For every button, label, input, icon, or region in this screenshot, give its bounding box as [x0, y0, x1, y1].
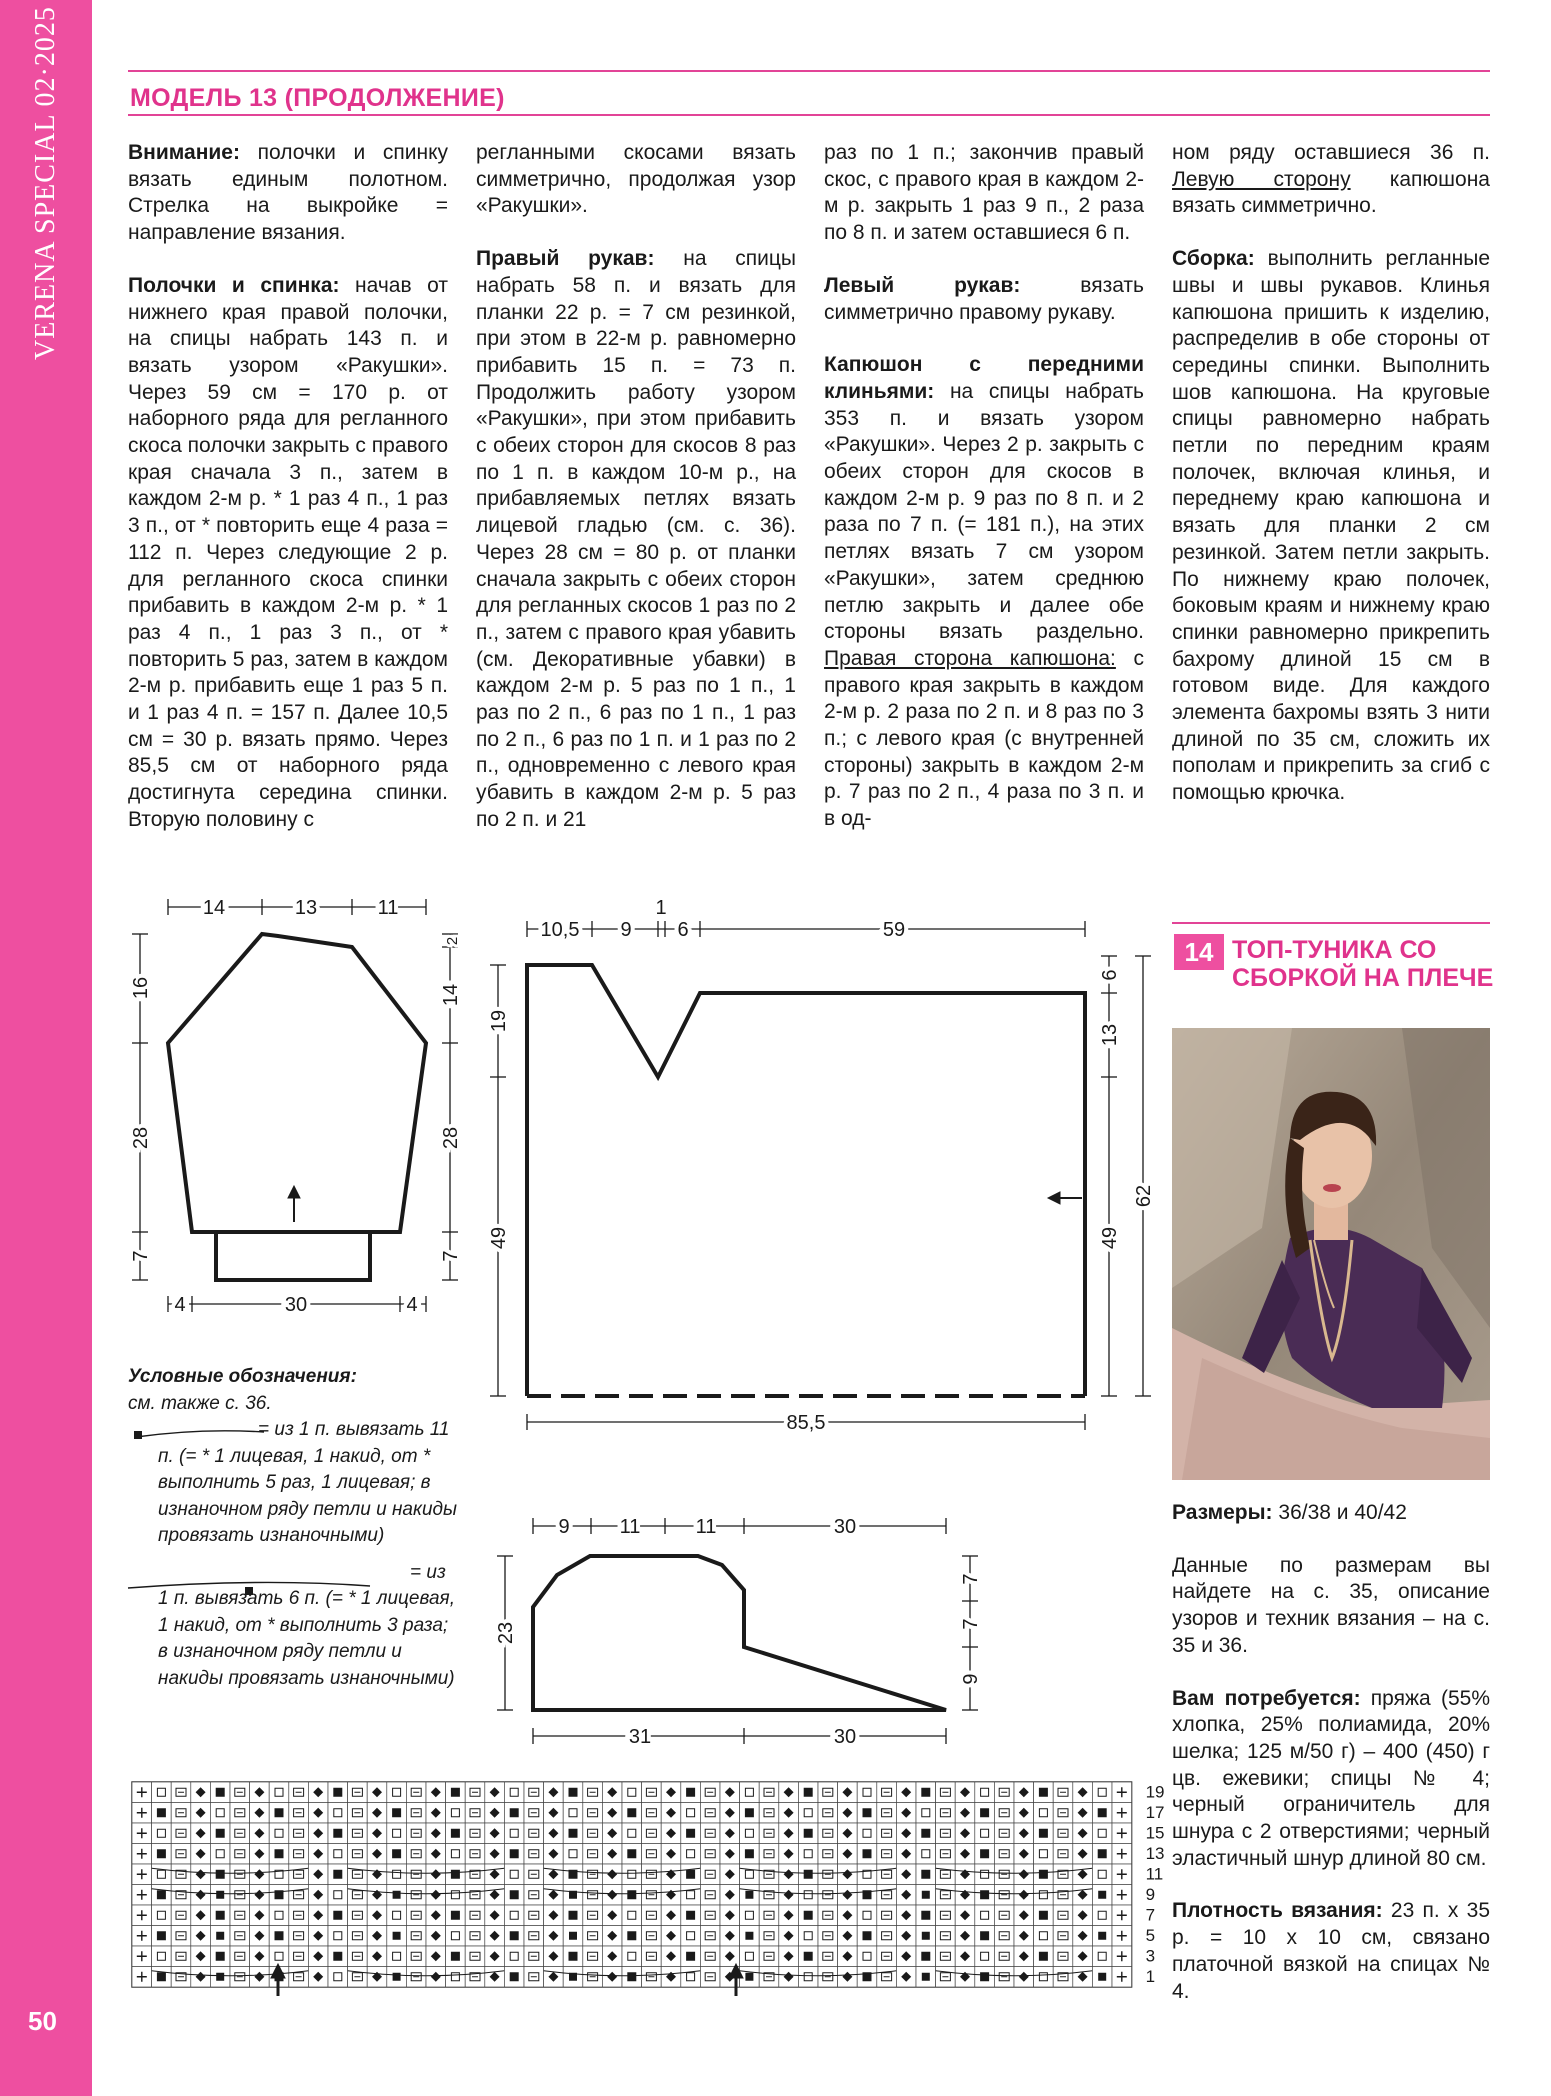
stitch-symbol [980, 1849, 989, 1858]
dim-label: 7 [440, 1250, 462, 1262]
dim-label: 10,5 [540, 919, 580, 941]
magazine-brand: VERENA SPECIAL 02·2025 [30, 6, 61, 360]
paragraph-lead: Левый рукав: [824, 273, 1021, 297]
stitch-symbol [393, 1829, 401, 1837]
legend-item-1: = из 1 п. вывязать 11 п. (= * 1 лицевая, 1 накид, от * выполнить 5 раз, 1 лицевая; в изнаночном ряду петли и накиды провязать изнаночными) [158, 1419, 457, 1546]
stitch-symbol [157, 1870, 165, 1878]
sleeve-dimensions [130, 897, 462, 1316]
stitch-symbol [451, 1809, 459, 1817]
stitch-symbol [863, 1911, 871, 1919]
dim-label: 59 [882, 919, 906, 941]
stitch-symbol [804, 1952, 813, 1961]
stitch-symbol [980, 1931, 989, 1940]
paragraph-text: капюшона вязать симметрично. [1172, 167, 1490, 218]
paragraph-lead: Плотность вязания: [1172, 1899, 1383, 1923]
stitch-symbol [863, 1952, 871, 1960]
stitch-symbol [686, 1911, 695, 1920]
section-rule [1172, 922, 1490, 924]
dim-label: 30 [284, 1294, 308, 1316]
stitch-symbol [334, 1850, 342, 1858]
stitch-symbol [451, 1829, 460, 1838]
stitch-symbol [333, 1788, 342, 1797]
stitch-symbol [1098, 1973, 1106, 1981]
legend-title: Условные обозначения: [128, 1366, 357, 1387]
stitch-symbol [922, 1932, 930, 1940]
stitch-symbol [393, 1870, 401, 1878]
stitch-symbol [393, 1911, 401, 1919]
stitch-symbol [1098, 1891, 1106, 1899]
stitch-symbol [216, 1788, 225, 1797]
stitch-symbol [804, 1911, 813, 1920]
stitch-symbol [333, 1952, 342, 1961]
stitch-symbol [510, 1829, 518, 1837]
stitch-symbol [333, 1870, 342, 1879]
stitch-symbol [451, 1788, 460, 1797]
stitch-symbol [981, 1788, 989, 1796]
chart-row-label: 7 [1145, 1905, 1156, 1925]
chart-row-label: 13 [1145, 1843, 1165, 1863]
sleeve-schematic [132, 899, 458, 1312]
chart-row-label: 17 [1145, 1802, 1165, 1822]
stitch-symbol [157, 1911, 165, 1919]
stitch-symbol [687, 1891, 695, 1899]
paragraph-text: пряжа (55% хлопка, 25% полиамида, 20% шелка; 125 м/50 г) – 400 (450) г цв. ежевики; спицы № 4; черный ограничитель для шнура с 2 отверстиями; черный эластичный шнур длиной 80 см. [1172, 1686, 1490, 1870]
paragraph [1172, 1686, 1490, 1873]
dim-label: 11 [619, 1516, 641, 1538]
stitch-symbol [157, 1788, 165, 1796]
stitch-symbol [745, 1870, 753, 1878]
stitch-symbol [216, 1932, 224, 1940]
stitch-symbol [627, 1849, 636, 1858]
paragraph-lead: Сборка: [1172, 247, 1255, 271]
dim-label: 11 [377, 897, 399, 919]
stitch-symbol [627, 1890, 636, 1899]
dim-label: 7 [960, 1618, 982, 1630]
stitch-symbol [628, 1870, 636, 1878]
stitch-symbol [1098, 1870, 1106, 1878]
dim-label: 13 [294, 897, 318, 919]
paragraph-lead: Вам потребуется: [1172, 1686, 1361, 1710]
stitch-symbol [863, 1808, 872, 1817]
dim-label: 19 [488, 1009, 510, 1033]
stitch-symbol [687, 1973, 695, 1981]
stitch-symbol [981, 1952, 989, 1960]
stitch-symbol [686, 1829, 695, 1838]
stitch-symbol [980, 1972, 989, 1981]
paragraph-text: на спицы набрать 353 п. и вязать узором «Ракушки». Через 2 р. закрыть с обеих сторон для скосов в каждом 2-м р. 9 раз по 8 п. и 2 раза по 7 п. (= 181 п.), на этих петлях вязать 7 см узором «Ракушки», затем среднюю петлю закрыть и далее обе стороны вязать раздельно. [824, 379, 1144, 644]
paragraph-lead: Капюшон с передними клиньями: [824, 353, 1144, 403]
stitch-symbol [804, 1973, 812, 1981]
paragraph-text: на спицы набрать 58 п. и вязать для планки 22 р. = 7 см резинкой, при этом в 22-м р. равномерно прибавить 15 п. = 73 п. Продолжить работу узором «Ракушки», при этом прибавить с обеих сторон для скосов 8 раз по 1 п. в каждом 10-м р., на прибавляемых петлях вязать лицевой гладью (см. с. 36). Через 28 см = 80 р. от планки сначала закрыть с обеих сторон для регланных скосов 1 раз по 2 п., затем с правого края убавить (см. Декоративные убавки) в каждом 2-м р. 5 раз по 1 п., 1 раз по 2 п., 6 раз по 1 п., 1 раз по 2 п., 6 раз по 1 п. и 1 раз по 2 п., одновременно с левого края убавить в каждом 2-м р. 5 раз по 2 п. и 21 [476, 247, 796, 831]
paragraph-text: 23 п. x 35 р. = 10 x 10 см, связано платочной вязкой на спицах № 4. [1172, 1899, 1490, 2003]
stitch-symbol [569, 1850, 577, 1858]
model14-details [1172, 1500, 1490, 2031]
stitch-symbol [804, 1829, 813, 1838]
paragraph-lead: Внимание: [128, 141, 240, 164]
stitch-symbol [569, 1911, 578, 1920]
paragraph [1172, 1898, 1490, 2005]
stitch-symbol [451, 1911, 460, 1920]
paragraph-text: выполнить регланные швы и швы рукавов. Клинья капюшона пришить к изделию, распределив в обе стороны от середины спинки. Выполнить шов капюшона. На круговые спицы равномерно набрать петли по передним краям полочек, включая клинья, и переднему краю капюшона и вязать для планки 2 см резинкой. Затем петли закрыть. По нижнему краю полочек, боковым краям и нижнему краю спинки равномерно прикрепить бахрому длиной 15 см в готовом виде. Для каждого элемента бахромы взять 3 нити длиной по 35 см, сложить их пополам и прикрепить за сгиб с помощью крючка. [1172, 247, 1490, 805]
stitch-symbol [393, 1952, 401, 1960]
stitch-symbol [275, 1788, 283, 1796]
dim-label: 49 [1099, 1226, 1121, 1250]
stitch-symbol [569, 1932, 577, 1940]
stitch-symbol [745, 1849, 754, 1858]
chart-row-label: 3 [1145, 1946, 1156, 1966]
stitch-symbol [1098, 1788, 1106, 1796]
stitch-symbol [157, 1931, 166, 1940]
stitch-symbol [686, 1952, 695, 1961]
stitch-symbol [275, 1808, 284, 1817]
stitch-symbol [745, 1973, 753, 1981]
stitch-symbol [451, 1870, 460, 1879]
dim-label: 9 [960, 1673, 982, 1685]
stitch-symbol [569, 1829, 578, 1838]
stitch-symbol [451, 1952, 460, 1961]
stitch-symbol [628, 1911, 636, 1919]
stitch-symbol [804, 1788, 813, 1797]
stitch-symbol [627, 1972, 636, 1981]
chart-grid [132, 1782, 1132, 1987]
dim-label: 7 [960, 1573, 982, 1585]
paragraph-text: полочки и спинку вязать единым полотном. Стрелка на выкройке = направление вязания. [128, 141, 448, 245]
stitch-symbol [627, 1808, 636, 1817]
dim-label: 85,5 [786, 1412, 826, 1434]
stitch-symbol [980, 1808, 989, 1817]
stitch-symbol [216, 1973, 224, 1981]
paragraph-text: 36/38 и 40/42 [1272, 1501, 1407, 1524]
stitch-symbol [745, 1788, 753, 1796]
stitch-symbol [510, 1972, 519, 1981]
stitch-symbol [981, 1911, 989, 1919]
stitch-symbol [392, 1808, 401, 1817]
knitting-chart [128, 1778, 1165, 1998]
stitch-symbol [393, 1973, 401, 1981]
stitch-symbol [157, 1890, 166, 1899]
stitch-symbol [1098, 1808, 1107, 1817]
stitch-symbol [451, 1932, 459, 1940]
stitch-symbol [157, 1972, 166, 1981]
dim-label: 23 [495, 1621, 517, 1645]
stitch-symbol [157, 1849, 166, 1858]
stitch-symbol [628, 1829, 636, 1837]
stitch-symbol [1039, 1788, 1048, 1797]
paragraph-text: ном ряду оставшиеся 36 п. [1172, 141, 1490, 164]
stitch-symbol [745, 1829, 753, 1837]
stitch-symbol [275, 1829, 283, 1837]
stitch-symbol [981, 1829, 989, 1837]
stitch-symbol [804, 1809, 812, 1817]
stitch-symbol [1098, 1849, 1107, 1858]
model-title [1232, 936, 1493, 992]
dim-label: 9 [620, 919, 632, 941]
paragraph-text: регланными скосами вязать симметрично, продолжая узор «Ракушки». [476, 141, 796, 218]
dim-label: 28 [130, 1126, 152, 1150]
stitch-symbol [510, 1808, 519, 1817]
stitch-symbol [687, 1932, 695, 1940]
stitch-symbol [510, 1952, 518, 1960]
stitch-symbol [451, 1973, 459, 1981]
stitch-symbol [157, 1808, 166, 1817]
chart-row-label: 9 [1145, 1884, 1156, 1904]
paragraph [1172, 1500, 1490, 1527]
stitch-symbol [745, 1891, 753, 1899]
stitch-symbol [157, 1952, 165, 1960]
stitch-symbol [157, 1829, 165, 1837]
dim-label: 6 [677, 919, 689, 941]
model-title-line: ТОП-ТУНИКА СО [1232, 936, 1437, 964]
stitch-symbol [275, 1952, 283, 1960]
stitch-symbol [334, 1932, 342, 1940]
dim-label: 30 [833, 1726, 857, 1748]
stitch-symbol [1039, 1809, 1047, 1817]
stitch-symbol [1098, 1932, 1106, 1940]
chart-row-label: 1 [1145, 1966, 1156, 1986]
legend-item-2: = из 1 п. вывязать 6 п. (= * 1 лицевая, 1 накид, от * выполнить 3 раза; в изнаночном ряду петли и накиды провязать изнаночными) [158, 1561, 455, 1689]
stitch-symbol [745, 1932, 753, 1940]
paragraph-lead: Размеры: [1172, 1501, 1273, 1524]
dim-label: 28 [440, 1126, 462, 1150]
model-photo [1172, 1028, 1490, 1480]
dim-label: 31 [628, 1726, 652, 1748]
dim-label: 62 [1133, 1184, 1155, 1208]
stitch-symbol [921, 1788, 930, 1797]
paragraph-text: начав от нижнего края правой полочки, на спицы набрать 143 п. и вязать узором «Ракушки». Через 59 см = 170 р. от наборного ряда для регланного скоса полочки закрыть с правого края сначала 3 п., затем в каждом 2-м р. * 1 раз 4 п., 1 раз 3 п., от * повторить еще 4 раза = 112 п. Через следующие 2 р. для регланного скоса спинки прибавить в каждом 2-м р. * 1 раз 4 п., 1 раз 3 п., от * повторить 5 раз, затем в каждом 2-м р. прибавить еще 1 раз 5 п. и 1 раз 4 п. = 157 п. Далее 10,5 см = 30 р. вязать прямо. Через 85,5 см от наборного ряда достигнута середина спинки. Вторую половину с [128, 273, 448, 831]
dim-label: 2 [444, 936, 461, 946]
stitch-symbol [510, 1931, 519, 1940]
chart-row-label: 19 [1145, 1782, 1165, 1802]
body-dimensions [488, 897, 1155, 1434]
stitch-symbol [863, 1849, 872, 1858]
stitch-symbol [393, 1932, 401, 1940]
stitch-symbol [921, 1952, 930, 1961]
stitch-symbol [1039, 1829, 1048, 1838]
chart-row-label: 5 [1145, 1925, 1156, 1945]
stitch-symbol [804, 1891, 812, 1899]
stitch-symbol [510, 1849, 519, 1858]
dim-label: 1 [655, 897, 667, 919]
dim-label: 30 [833, 1516, 857, 1538]
stitch-symbol [216, 1911, 225, 1920]
stitch-symbol [628, 1788, 636, 1796]
stitch-symbol [628, 1952, 636, 1960]
stitch-symbol [569, 1809, 577, 1817]
stitch-symbol [863, 1829, 871, 1837]
stitch-symbol [921, 1829, 930, 1838]
stitch-symbol [745, 1911, 753, 1919]
stitch-symbol [1039, 1891, 1047, 1899]
stitch-symbol [275, 1849, 284, 1858]
stitch-symbol [804, 1932, 812, 1940]
stitch-symbol [1098, 1952, 1106, 1960]
stitch-symbol [393, 1788, 401, 1796]
page-title: МОДЕЛЬ 13 (ПРОДОЛЖЕНИЕ) [130, 84, 505, 112]
stitch-symbol [686, 1870, 695, 1879]
body-schematic [490, 921, 1151, 1430]
paragraph-underline: Левую сторону [1172, 167, 1351, 191]
dim-label: 13 [1099, 1023, 1121, 1047]
stitch-symbol [393, 1891, 401, 1899]
stitch-symbol [392, 1849, 401, 1858]
dim-label: 9 [558, 1516, 570, 1538]
dim-label: 14 [202, 897, 226, 919]
stitch-symbol [451, 1891, 459, 1899]
stitch-symbol [569, 1788, 578, 1797]
stitch-symbol [216, 1952, 225, 1961]
model-title-line: СБОРКОЙ НА ПЛЕЧЕ [1232, 964, 1494, 992]
stitch-symbol [1039, 1911, 1048, 1920]
stitch-symbol [687, 1850, 695, 1858]
dim-label: 7 [130, 1250, 152, 1262]
stitch-symbol [687, 1809, 695, 1817]
stitch-symbol [686, 1788, 695, 1797]
stitch-symbol [745, 1808, 754, 1817]
stitch-symbol [1039, 1973, 1047, 1981]
stitch-symbol [216, 1850, 224, 1858]
stitch-symbol [510, 1890, 519, 1899]
chart-row-label: 15 [1145, 1823, 1165, 1843]
stitch-symbol [1098, 1829, 1106, 1837]
stitch-symbol [804, 1850, 812, 1858]
hood-schematic [497, 1518, 978, 1744]
stitch-symbol [627, 1931, 636, 1940]
paragraph-underline: Правая сторона капюшона: [824, 646, 1116, 670]
dim-label: 49 [488, 1226, 510, 1250]
stitch-symbol [1039, 1952, 1048, 1961]
stitch-symbol [333, 1829, 342, 1838]
stitch-symbol [863, 1931, 872, 1940]
stitch-symbol [510, 1788, 518, 1796]
stitch-symbol [569, 1952, 578, 1961]
stitch-symbol [922, 1809, 930, 1817]
stitch-symbol [334, 1891, 342, 1899]
legend [128, 1364, 458, 1692]
page-number: 50 [28, 2006, 57, 2036]
stitch-symbol [333, 1911, 342, 1920]
stitch-symbol [334, 1809, 342, 1817]
dim-label: 4 [174, 1294, 186, 1316]
stitch-symbol [216, 1829, 225, 1838]
paragraph-text: вязать симметрично правому рукаву. [824, 273, 1144, 324]
stitch-symbol [1098, 1911, 1106, 1919]
stitch-symbol [1039, 1870, 1048, 1879]
paragraph-lead: Полочки и спинка: [128, 273, 340, 297]
paragraph: Данные по размерам вы найдете на с. 35, описание узоров и техник вязания – на с. 35 и 36. [1172, 1553, 1490, 1657]
dim-label: 11 [695, 1516, 717, 1538]
dim-label: 6 [1099, 969, 1121, 981]
stitch-symbol [334, 1973, 342, 1981]
stitch-symbol [510, 1870, 518, 1878]
stitch-symbol [1039, 1932, 1047, 1940]
paragraph-lead: Правый рукав: [476, 247, 655, 271]
stitch-symbol [922, 1850, 930, 1858]
stitch-symbol [216, 1891, 224, 1899]
stitch-symbol [275, 1911, 283, 1919]
stitch-symbol [921, 1911, 930, 1920]
paragraph-text: раз по 1 п.; закончив правый скос, с правого края в каждом 2-м р. закрыть 1 раз 9 п., 2 раза по 8 п. и затем оставшиеся 6 п. [824, 141, 1144, 245]
stitch-symbol [804, 1870, 813, 1879]
chart-row-label: 11 [1145, 1864, 1164, 1884]
model-number-badge: 14 [1174, 934, 1224, 970]
dim-label: 4 [406, 1294, 418, 1316]
stitch-symbol [275, 1931, 284, 1940]
stitch-symbol [216, 1809, 224, 1817]
hood-dimensions [495, 1516, 982, 1748]
stitch-symbol [921, 1870, 930, 1879]
dim-label: 16 [130, 976, 152, 1000]
paragraph-text: с правого края закрыть в каждом 2-м р. 2 раза по 2 п. и 8 раз по 3 п.; с левого края (с внутренней стороны) закрыть в каждом 2-м р. 7 раз по 2 п., 4 раза по 3 п. и в од- [824, 646, 1144, 831]
stitch-symbol [863, 1788, 871, 1796]
stitch-symbol [216, 1870, 225, 1879]
stitch-symbol [1039, 1850, 1047, 1858]
stitch-symbol [981, 1870, 989, 1878]
legend-see-also: см. также с. 36. [128, 1392, 272, 1414]
stitch-symbol [922, 1891, 930, 1899]
stitch-symbol [745, 1952, 753, 1960]
stitch-symbol [922, 1973, 930, 1981]
stitch-symbol [451, 1850, 459, 1858]
stitch-symbol [980, 1890, 989, 1899]
dim-label: 14 [440, 983, 462, 1007]
stitch-symbol [510, 1911, 518, 1919]
